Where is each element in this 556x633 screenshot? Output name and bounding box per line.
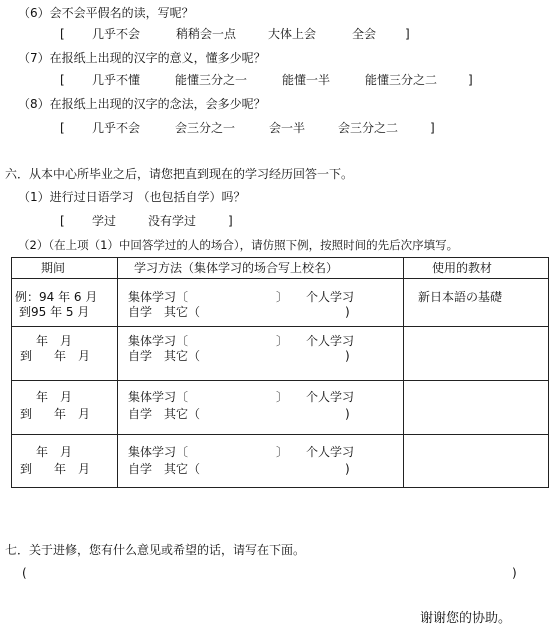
material-cell <box>404 279 549 327</box>
period-cell[interactable] <box>12 327 118 381</box>
q6-option-1[interactable]: 几乎不会 <box>92 27 141 41</box>
period-from: 例：94 年 6 月 <box>15 290 98 304</box>
q8-option-1[interactable]: 几乎不会 <box>92 121 141 135</box>
other-paren-close: ) <box>345 349 350 363</box>
section7-heading: 七．关于进修，您有什么意见或希望的话，请写在下面。 <box>5 543 306 557</box>
study-history-table <box>11 257 549 488</box>
q8-bracket-close: ] <box>430 121 435 135</box>
table-row <box>12 435 549 488</box>
s6-q1-option-1[interactable]: 学过 <box>92 214 117 228</box>
period-from: 年 月 <box>36 334 73 348</box>
table-header-row <box>12 258 549 279</box>
section6-heading: 六．从本中心所毕业之后，请您把直到现在的学习经历回答一下。 <box>5 167 354 181</box>
group-study-bracket-close: 〕 <box>276 290 289 304</box>
other-paren-close: ) <box>345 462 350 476</box>
q6-option-2[interactable]: 稍稍会一点 <box>176 27 237 41</box>
personal-study-label: 个人学习 <box>306 334 355 348</box>
q7-option-2[interactable]: 能懂三分之一 <box>175 73 248 87</box>
period-to: 年 月 <box>54 462 91 476</box>
period-cell[interactable] <box>12 435 118 488</box>
method-cell <box>118 279 404 327</box>
s6-q1-option-2[interactable]: 没有学过 <box>148 214 197 228</box>
q7-bracket-close: ] <box>468 73 473 87</box>
personal-study-label: 个人学习 <box>306 290 355 304</box>
method-cell[interactable] <box>118 435 404 488</box>
q8-option-4[interactable]: 会三分之二 <box>338 121 399 135</box>
personal-study-label: 个人学习 <box>306 445 355 459</box>
group-study-bracket-close: 〕 <box>276 390 289 404</box>
q7-option-3[interactable]: 能懂一半 <box>282 73 331 87</box>
period-from: 年 月 <box>36 445 73 459</box>
material-text: 新日本語の基礎 <box>418 290 503 304</box>
q7-option-4[interactable]: 能懂三分之二 <box>365 73 438 87</box>
group-study-label: 集体学习〔 <box>128 290 189 304</box>
s6-q2-text: （2）（在上项（1）中回答学过的人的场合），请仿照下例，按照时间的先后次序填写。 <box>18 238 459 252</box>
table-row <box>12 381 549 435</box>
s7-paren-close: ) <box>512 566 517 580</box>
q6-bracket-close: ] <box>405 27 410 41</box>
period-to: 年 月 <box>54 349 91 363</box>
period-to-label: 到 <box>20 407 33 421</box>
self-other-label: 自学 其它（ <box>128 462 201 476</box>
self-other-label: 自学 其它（ <box>128 305 201 319</box>
group-study-bracket-close: 〕 <box>276 445 289 459</box>
comment-area[interactable] <box>32 566 506 586</box>
q6-option-4[interactable]: 全会 <box>352 27 377 41</box>
period-cell[interactable] <box>12 381 118 435</box>
self-other-label: 自学 其它（ <box>128 349 201 363</box>
s7-paren-open: ( <box>22 566 27 580</box>
period-to-label: 到 <box>20 349 33 363</box>
q8-text: （8）在报纸上出现的汉字的念法，会多少呢？ <box>18 97 266 111</box>
period-from: 年 月 <box>36 390 73 404</box>
period-cell <box>12 279 118 327</box>
material-cell[interactable] <box>404 327 549 381</box>
period-to: 到95 年 5 月 <box>19 305 90 319</box>
q7-bracket-open: [ <box>60 73 65 87</box>
q8-option-3[interactable]: 会一半 <box>269 121 306 135</box>
q6-bracket-open: [ <box>60 27 65 41</box>
method-cell[interactable] <box>118 381 404 435</box>
material-cell[interactable] <box>404 435 549 488</box>
q7-option-1[interactable]: 几乎不懂 <box>92 73 141 87</box>
q8-bracket-open: [ <box>60 121 65 135</box>
header-material: 使用的教材 <box>404 258 549 279</box>
other-paren-close: ) <box>345 407 350 421</box>
s6-q1-bracket-open: [ <box>60 214 65 228</box>
period-to-label: 到 <box>20 462 33 476</box>
material-cell[interactable] <box>404 381 549 435</box>
table-row <box>12 327 549 381</box>
self-other-label: 自学 其它（ <box>128 407 201 421</box>
group-study-label: 集体学习〔 <box>128 445 189 459</box>
group-study-label: 集体学习〔 <box>128 334 189 348</box>
header-method: 学习方法（集体学习的场合写上校名） <box>118 258 404 279</box>
group-study-label: 集体学习〔 <box>128 390 189 404</box>
thanks-text: 谢谢您的协助。 <box>420 611 512 626</box>
period-to: 年 月 <box>54 407 91 421</box>
method-cell[interactable] <box>118 327 404 381</box>
table-row <box>12 279 549 327</box>
q6-text: （6）会不会平假名的读，写呢？ <box>18 6 194 20</box>
q7-text: （7）在报纸上出现的汉字的意义，懂多少呢？ <box>18 51 266 65</box>
s6-q1-text: （1）进行过日语学习 （也包括自学）吗？ <box>18 190 246 204</box>
other-paren-close: ) <box>345 305 350 319</box>
q8-option-2[interactable]: 会三分之一 <box>175 121 236 135</box>
group-study-bracket-close: 〕 <box>276 334 289 348</box>
personal-study-label: 个人学习 <box>306 390 355 404</box>
s6-q1-bracket-close: ] <box>228 214 233 228</box>
header-period: 期间 <box>12 258 118 279</box>
q6-option-3[interactable]: 大体上会 <box>268 27 317 41</box>
